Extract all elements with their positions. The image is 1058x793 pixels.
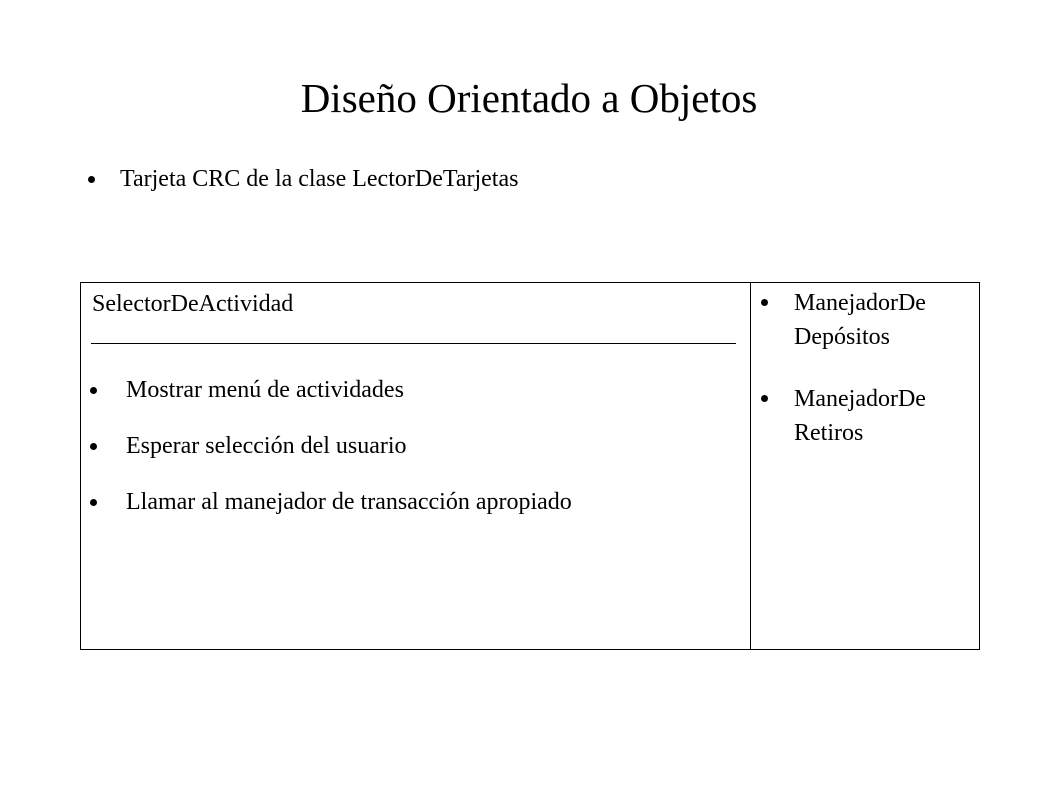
- bullet-icon: [88, 176, 95, 183]
- responsibility-item: [90, 429, 407, 463]
- responsibility-text: Llamar al manejador de transacción apropiado: [126, 489, 572, 515]
- collaborator-text: ManejadorDe Retiros: [794, 386, 926, 446]
- intro-bullet: [88, 162, 518, 196]
- class-name-divider: [91, 343, 736, 344]
- responsibility-text: Mostrar menú de actividades: [126, 377, 404, 403]
- responsibility-item: [90, 373, 404, 407]
- responsibility-text: Esperar selección del usuario: [126, 433, 407, 459]
- crc-class-name: SelectorDeActividad: [92, 291, 294, 317]
- crc-card: [80, 282, 980, 650]
- slide-title: Diseño Orientado a Objetos: [300, 75, 758, 121]
- bullet-icon: [90, 499, 97, 506]
- collaborator-text: ManejadorDe Depósitos: [794, 290, 926, 350]
- crc-collaborators-panel: [751, 283, 979, 649]
- intro-bullet-text: Tarjeta CRC de la clase LectorDeTarjetas: [120, 166, 519, 192]
- collaborator-item: [761, 382, 974, 450]
- bullet-icon: [761, 395, 768, 402]
- crc-responsibilities-panel: [81, 283, 751, 649]
- collaborator-item: [761, 286, 974, 354]
- bullet-icon: [761, 299, 768, 306]
- bullet-icon: [90, 443, 97, 450]
- bullet-icon: [90, 387, 97, 394]
- responsibility-item: [90, 485, 572, 519]
